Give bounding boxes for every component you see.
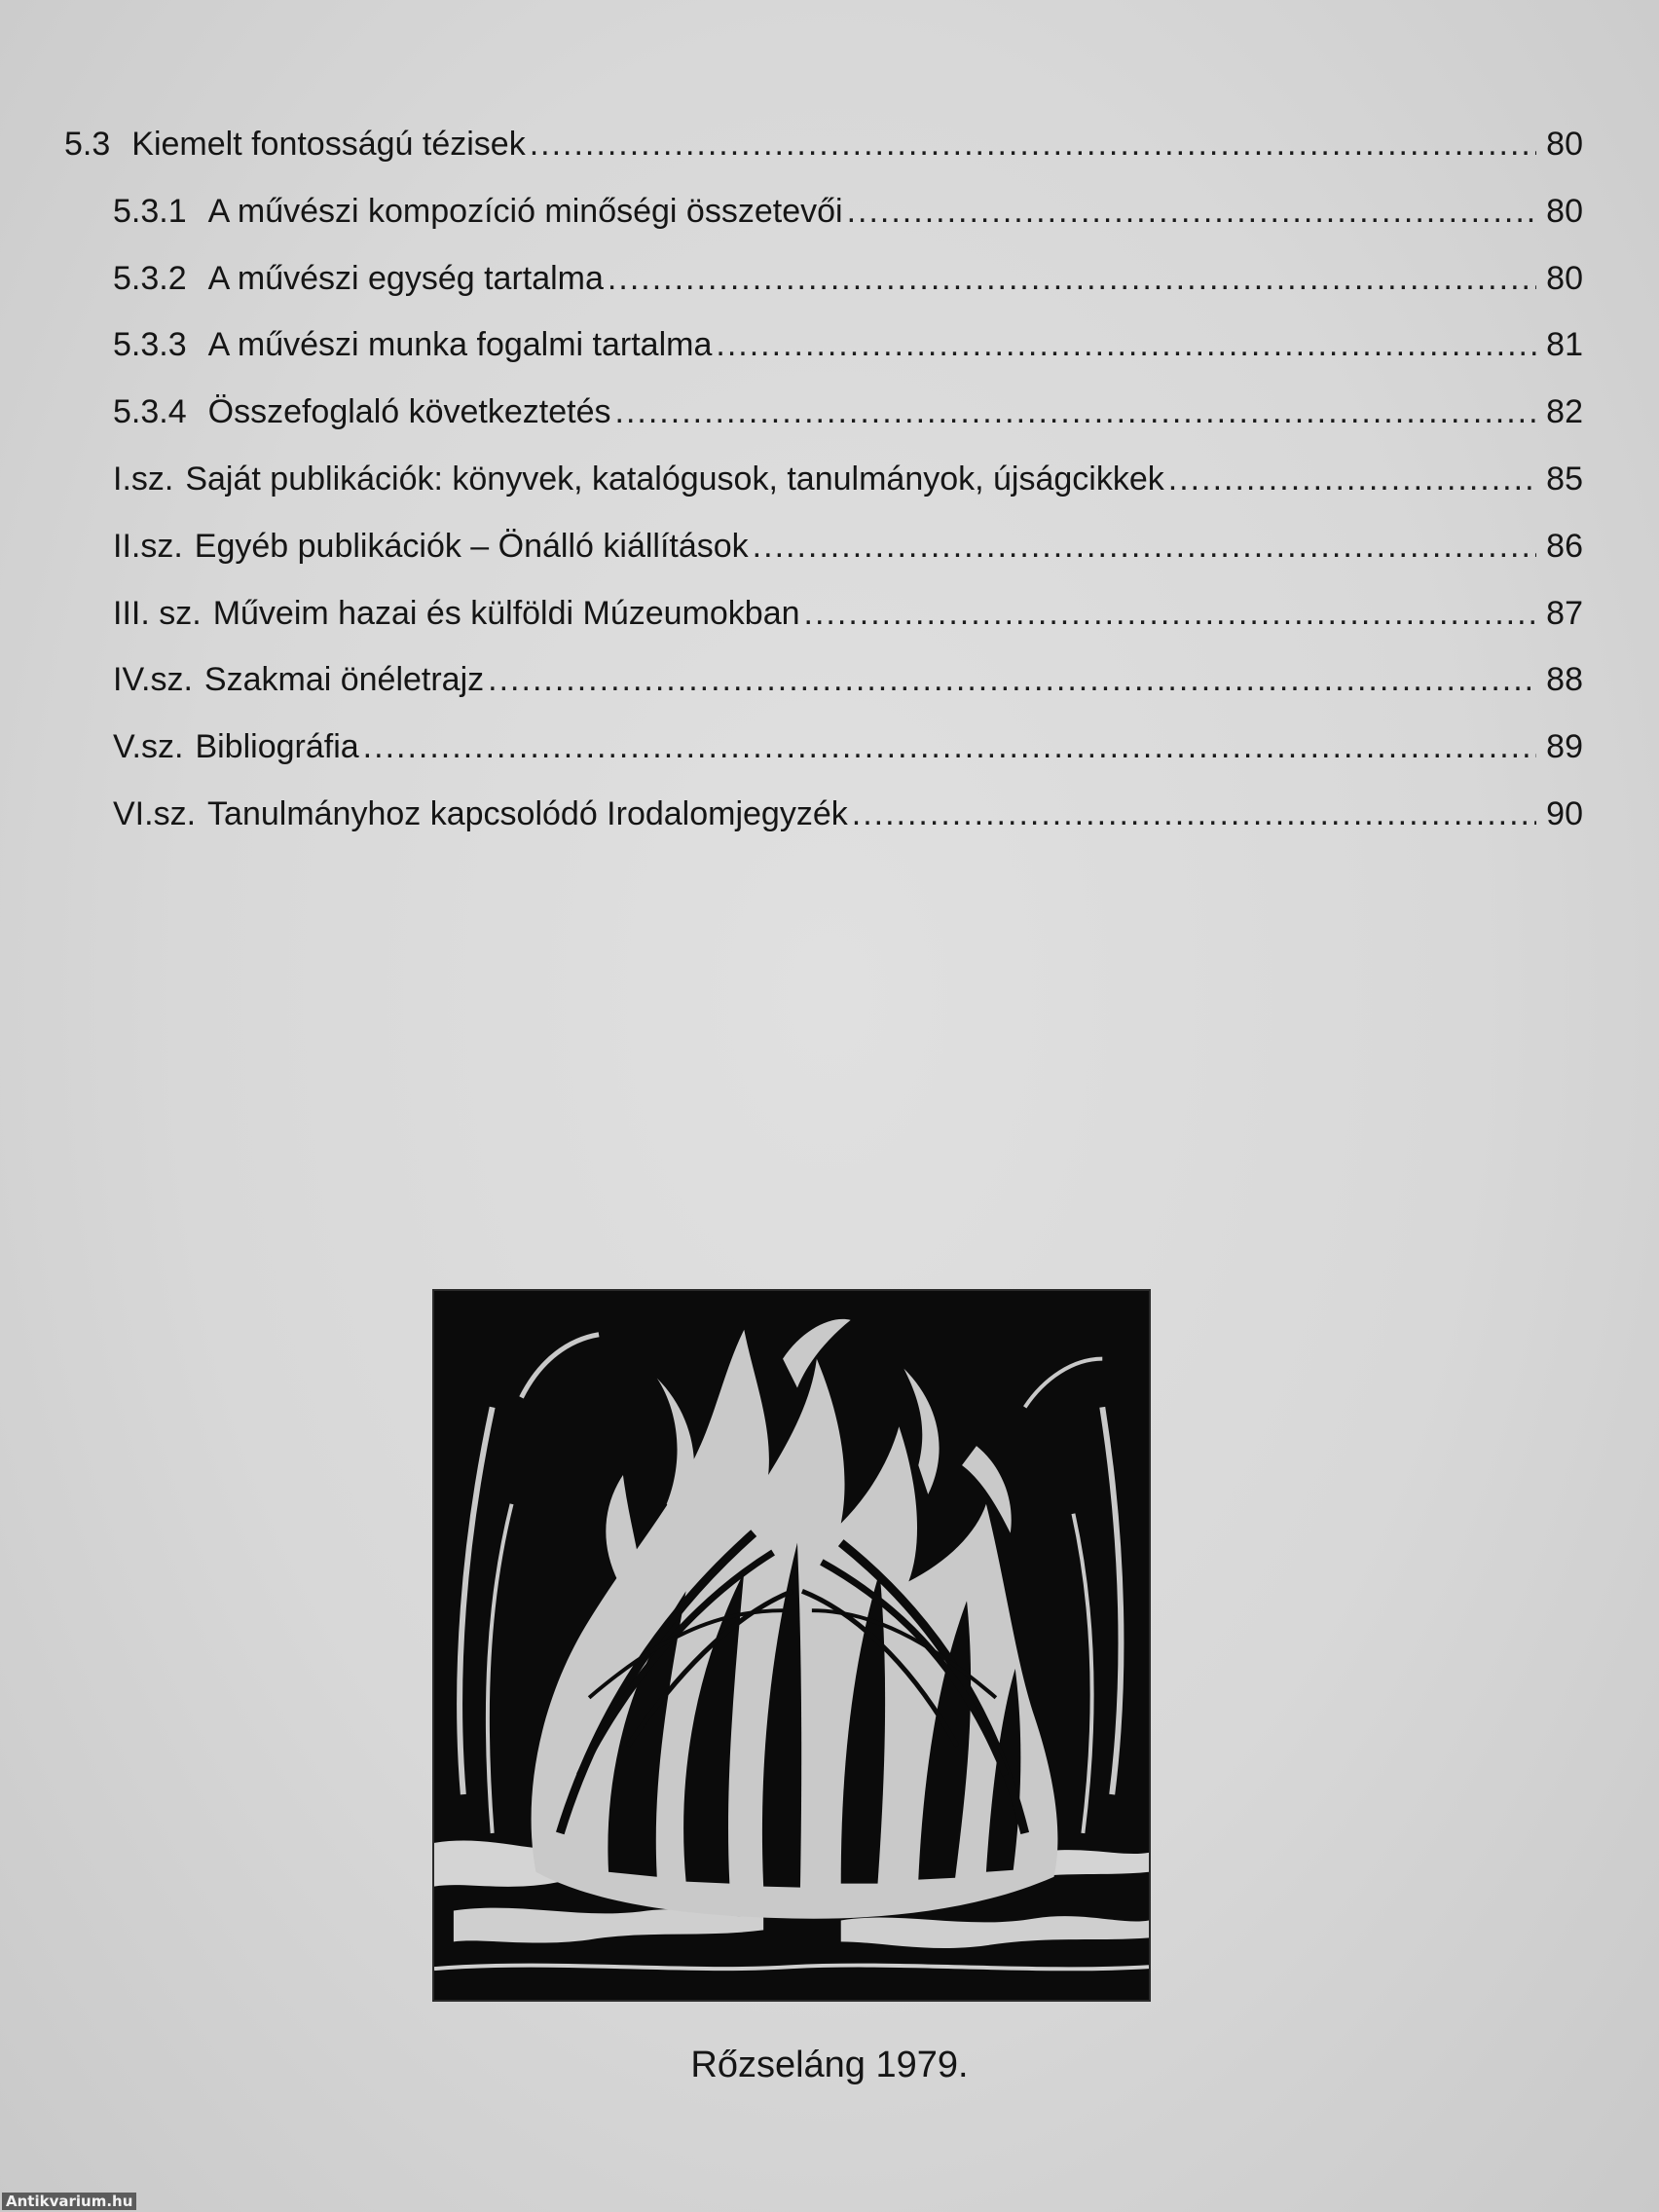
toc-entry-number: 5.3.4 [113,393,187,431]
toc-entry [64,186,1583,253]
toc-entry [64,521,1583,588]
toc-entry-page: 80 [1546,192,1583,230]
toc-entry-page: 89 [1546,728,1583,766]
toc-leader-dots [753,521,1536,571]
toc-entry-page: 81 [1546,326,1583,364]
toc-entry-number: V.sz. [113,728,184,766]
toc-entry-title: Kiemelt fontosságú tézisek [131,126,526,163]
toc-entry-number: 5.3.2 [113,259,187,297]
toc-entry [64,319,1583,387]
toc-entry-page: 88 [1546,661,1583,699]
toc-entry [64,654,1583,721]
toc-entry-number: IV.sz. [113,661,193,699]
toc-entry [64,387,1583,454]
toc-entry-title: Összefoglaló következtetés [207,393,611,431]
toc-entry-title: A művészi egység tartalma [207,259,604,297]
toc-entry-page: 85 [1546,460,1583,498]
toc-entry-title: A művészi kompozíció minőségi összetevői [207,192,843,230]
toc-entry-page: 86 [1546,527,1583,565]
toc-entry-page: 87 [1546,594,1583,632]
toc-leader-dots [847,186,1536,237]
toc-entry-number: 5.3.1 [113,192,187,230]
toc-leader-dots [1168,454,1536,504]
toc-entry [64,454,1583,521]
toc-entry-page: 90 [1546,794,1583,832]
toc-leader-dots [608,253,1536,304]
toc-entry-title: A művészi munka fogalmi tartalma [207,326,713,364]
toc-entry-page: 80 [1546,126,1583,163]
toc-leader-dots [852,789,1536,839]
watermark: Antikvarium.hu [2,2193,136,2210]
toc-entry [64,721,1583,789]
toc-leader-dots [804,588,1536,639]
toc-entry [64,789,1583,856]
toc-entry-number: 5.3 [64,126,111,163]
toc-entry-number: 5.3.3 [113,326,187,364]
toc-entry-title: Saját publikációk: könyvek, katalógusok, tanulmányok, újságcikkek [185,460,1164,498]
toc-entry-number: I.sz. [113,460,174,498]
toc-entry-number: III. sz. [113,594,202,632]
figure-caption: Rőzseláng 1979. [690,2045,969,2085]
toc-entry-title: Bibliográfia [195,728,359,766]
toc-entry [64,119,1583,186]
toc-entry-number: II.sz. [113,527,183,565]
toc-leader-dots [530,119,1536,169]
toc-leader-dots [716,319,1536,370]
table-of-contents [64,119,1583,856]
toc-entry-page: 80 [1546,259,1583,297]
toc-entry-title: Szakmai önéletrajz [203,661,485,699]
toc-entry-number: VI.sz. [113,794,197,832]
toc-entry-page: 82 [1546,393,1583,431]
toc-leader-dots [363,721,1536,772]
toc-entry [64,588,1583,655]
toc-entry-title: Egyéb publikációk – Önálló kiállítások [194,527,749,565]
toc-entry-title: Tanulmányhoz kapcsolódó Irodalomjegyzék [207,794,848,832]
woodcut-illustration [432,1289,1151,2002]
toc-entry [64,253,1583,320]
bonfire-woodcut-image [434,1291,1149,2000]
toc-leader-dots [488,654,1536,705]
toc-entry-title: Műveim hazai és külföldi Múzeumokban [212,594,800,632]
toc-leader-dots [615,387,1536,437]
